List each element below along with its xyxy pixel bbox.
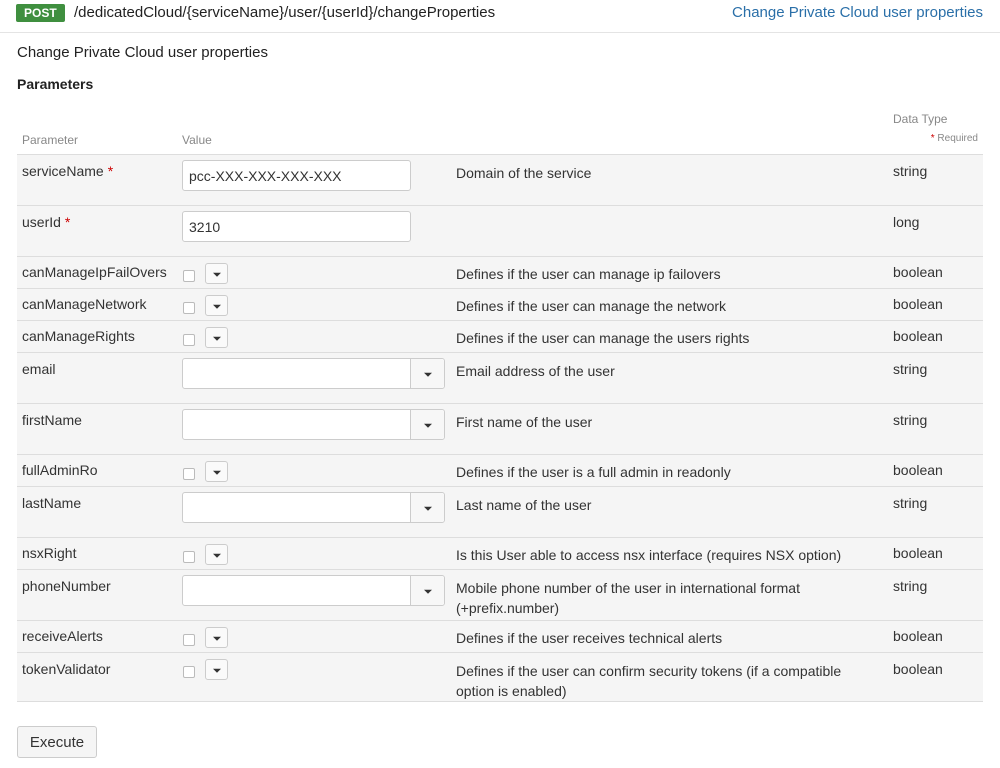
param-name: userId * xyxy=(22,214,71,230)
execute-button[interactable]: Execute xyxy=(17,726,97,758)
param-name: email xyxy=(22,361,56,377)
phoneNumber-combo xyxy=(182,575,445,606)
param-row-fullAdminRo xyxy=(17,455,983,487)
summary-link[interactable]: Change Private Cloud user properties xyxy=(732,4,983,21)
caret-down-icon xyxy=(213,668,221,672)
method-badge: POST xyxy=(16,4,65,22)
lastName-combo xyxy=(182,492,445,523)
required-label: Required xyxy=(937,133,978,144)
param-type: boolean xyxy=(893,462,943,478)
param-name: lastName xyxy=(22,495,82,511)
param-description: First name of the user xyxy=(456,414,593,430)
endpoint-header[interactable] xyxy=(0,0,1000,33)
param-type: boolean xyxy=(893,661,943,677)
param-name: tokenValidator xyxy=(22,661,111,677)
caret-down-icon xyxy=(424,506,432,510)
header-value: Value xyxy=(182,133,212,147)
param-type: boolean xyxy=(893,545,943,561)
param-row-serviceName xyxy=(17,155,983,206)
param-name: receiveAlerts xyxy=(22,628,103,644)
param-name: firstName xyxy=(22,412,82,428)
firstName-combo xyxy=(182,409,445,440)
param-name: canManageNetwork xyxy=(22,296,147,312)
param-type: string xyxy=(893,412,928,428)
param-description: Defines if the user can manage the network xyxy=(456,298,727,314)
required-star: * xyxy=(107,163,114,179)
email-input[interactable] xyxy=(183,359,410,388)
phoneNumber-input[interactable] xyxy=(183,576,410,605)
caret-down-icon xyxy=(424,372,432,376)
param-row-lastName xyxy=(17,487,983,538)
canManageNetwork-checkbox[interactable] xyxy=(183,302,195,314)
tokenValidator-dropdown-button[interactable] xyxy=(205,659,228,680)
caret-down-icon xyxy=(213,636,221,640)
fullAdminRo-dropdown-button[interactable] xyxy=(205,461,228,482)
param-description: Last name of the user xyxy=(456,497,592,513)
param-name: serviceName * xyxy=(22,163,114,179)
phoneNumber-dropdown-button[interactable] xyxy=(410,576,444,605)
param-row-email xyxy=(17,353,983,404)
param-row-canManageNetwork xyxy=(17,289,983,321)
email-dropdown-button[interactable] xyxy=(410,359,444,388)
required-star: * xyxy=(64,214,71,230)
param-type: string xyxy=(893,361,928,377)
param-name: canManageIpFailOvers xyxy=(22,264,167,280)
param-description: Defines if the user is a full admin in readonly xyxy=(456,464,731,480)
param-type: string xyxy=(893,578,928,594)
header-data-type: Data Type xyxy=(893,112,948,126)
canManageRights-checkbox[interactable] xyxy=(183,334,195,346)
firstName-input[interactable] xyxy=(183,410,410,439)
parameters-heading: Parameters xyxy=(17,76,94,92)
param-name: fullAdminRo xyxy=(22,462,98,478)
canManageNetwork-dropdown-button[interactable] xyxy=(205,295,228,316)
lastName-dropdown-button[interactable] xyxy=(410,493,444,522)
caret-down-icon xyxy=(213,470,221,474)
param-row-nsxRight xyxy=(17,538,983,570)
param-name: nsxRight xyxy=(22,545,77,561)
param-type: boolean xyxy=(893,328,943,344)
param-description: Defines if the user can confirm security tokens (if a compatible option is enabled) xyxy=(456,663,842,699)
param-row-canManageRights xyxy=(17,321,983,353)
param-description: Is this User able to access nsx interface (requires NSX option) xyxy=(456,547,842,563)
param-type: boolean xyxy=(893,264,943,280)
param-row-firstName xyxy=(17,404,983,455)
nsxRight-checkbox[interactable] xyxy=(183,551,195,563)
param-row-phoneNumber xyxy=(17,570,983,621)
canManageIpFailOvers-dropdown-button[interactable] xyxy=(205,263,228,284)
caret-down-icon xyxy=(213,336,221,340)
tokenValidator-checkbox[interactable] xyxy=(183,666,195,678)
serviceName-input[interactable] xyxy=(182,160,411,191)
param-type: string xyxy=(893,495,928,511)
header-required-note xyxy=(931,133,978,144)
param-row-tokenValidator xyxy=(17,653,983,702)
caret-down-icon xyxy=(424,423,432,427)
param-type: boolean xyxy=(893,628,943,644)
endpoint-description: Change Private Cloud user properties xyxy=(17,44,268,61)
param-description: Mobile phone number of the user in international format (+prefix.number) xyxy=(456,580,800,616)
param-name: phoneNumber xyxy=(22,578,111,594)
parameters-table xyxy=(17,154,983,702)
caret-down-icon xyxy=(213,553,221,557)
email-combo xyxy=(182,358,445,389)
endpoint-path[interactable]: /dedicatedCloud/{serviceName}/user/{userId}/changeProperties xyxy=(74,4,496,21)
param-type: long xyxy=(893,214,920,230)
param-row-receiveAlerts xyxy=(17,621,983,653)
param-row-userId xyxy=(17,206,983,257)
firstName-dropdown-button[interactable] xyxy=(410,410,444,439)
required-star: * xyxy=(930,133,935,144)
userId-input[interactable] xyxy=(182,211,411,242)
header-parameter: Parameter xyxy=(22,133,79,147)
caret-down-icon xyxy=(424,589,432,593)
caret-down-icon xyxy=(213,272,221,276)
param-description: Defines if the user can manage the users rights xyxy=(456,330,750,346)
param-name: canManageRights xyxy=(22,328,135,344)
lastName-input[interactable] xyxy=(183,493,410,522)
nsxRight-dropdown-button[interactable] xyxy=(205,544,228,565)
receiveAlerts-checkbox[interactable] xyxy=(183,634,195,646)
caret-down-icon xyxy=(213,304,221,308)
param-type: boolean xyxy=(893,296,943,312)
param-description: Email address of the user xyxy=(456,363,615,379)
param-description: Defines if the user receives technical alerts xyxy=(456,630,723,646)
param-row-canManageIpFailOvers xyxy=(17,257,983,289)
param-description: Domain of the service xyxy=(456,165,592,181)
param-type: string xyxy=(893,163,928,179)
receiveAlerts-dropdown-button[interactable] xyxy=(205,627,228,648)
fullAdminRo-checkbox[interactable] xyxy=(183,468,195,480)
param-description: Defines if the user can manage ip failovers xyxy=(456,266,721,282)
canManageIpFailOvers-checkbox[interactable] xyxy=(183,270,195,282)
canManageRights-dropdown-button[interactable] xyxy=(205,327,228,348)
